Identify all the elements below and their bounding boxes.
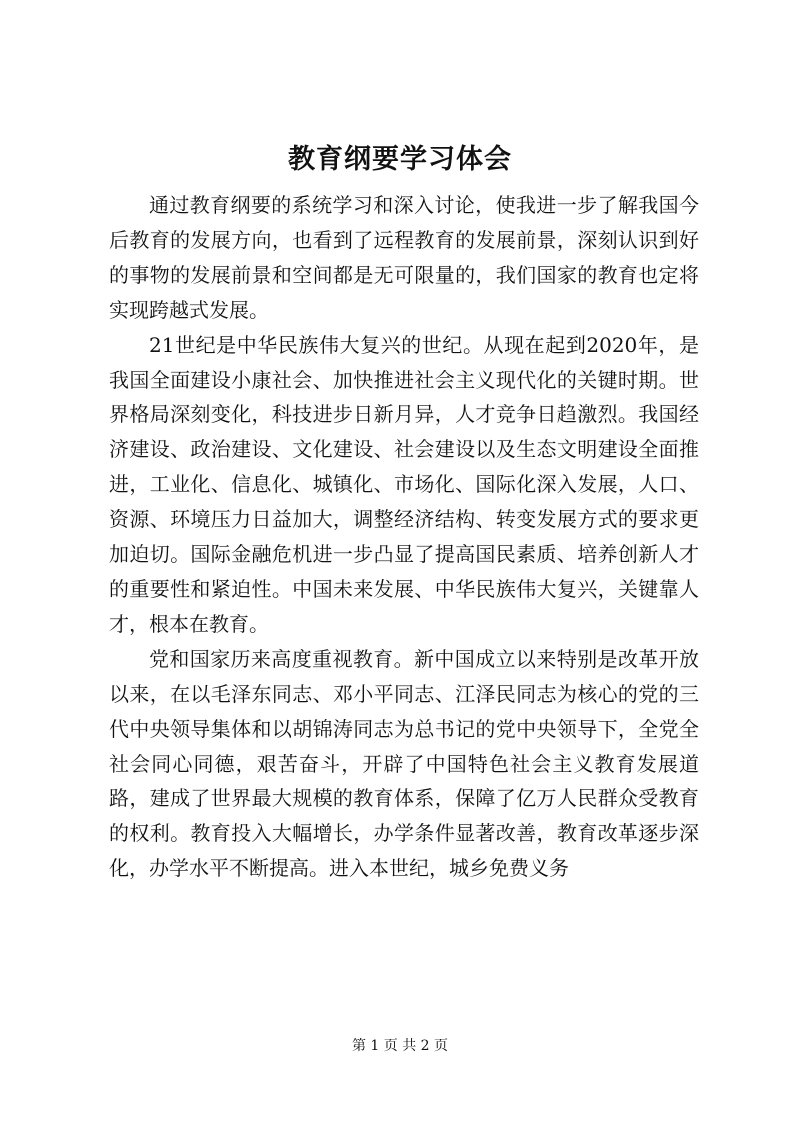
paragraph-2: 21世纪是中华民族伟大复兴的世纪。从现在起到2020年，是我国全面建设小康社会、加快推进社会主义现代化的关键时期。世界格局深刻变化，科技进步日新月异，人才竞争日趋激烈。我国经济建设、政治建设、文化建设、社会建设以及生态文明建设全面推进，工业化、信息化、城镇化、市场化、国际化深入发展，人口、资源、环境压力日益加大，调整经济结构、转变发展方式的要求更加迫切。国际金融危机进一步凸显了提高国民素质、培养创新人才的重要性和紧迫性。中国未来发展、中华民族伟大复兴，关键靠人才，根本在教育。 bbox=[109, 332, 699, 636]
document-body bbox=[109, 188, 699, 886]
paragraph-3: 党和国家历来高度重视教育。新中国成立以来特别是改革开放以来，在以毛泽东同志、邓小平同志、江泽民同志为核心的党的三代中央领导集体和以胡锦涛同志为总书记的党中央领导下，全党全社会同心同德，艰苦奋斗，开辟了中国特色社会主义教育发展道路，建成了世界最大规模的教育体系，保障了亿万人民群众受教育的权利。教育投入大幅增长，办学条件显著改善，教育改革逐步深化，办学水平不断提高。进入本世纪，城乡免费义务 bbox=[109, 646, 699, 881]
document-title: 教育纲要学习体会 bbox=[288, 144, 512, 175]
page-footer: 第 1 页 共 2 页 bbox=[351, 1038, 449, 1054]
paragraph-1: 通过教育纲要的系统学习和深入讨论，使我进一步了解我国今后教育的发展方向，也看到了远程教育的发展前景，深刻认识到好的事物的发展前景和空间都是无可限量的，我们国家的教育也定将实现跨越式发展。 bbox=[109, 193, 699, 322]
